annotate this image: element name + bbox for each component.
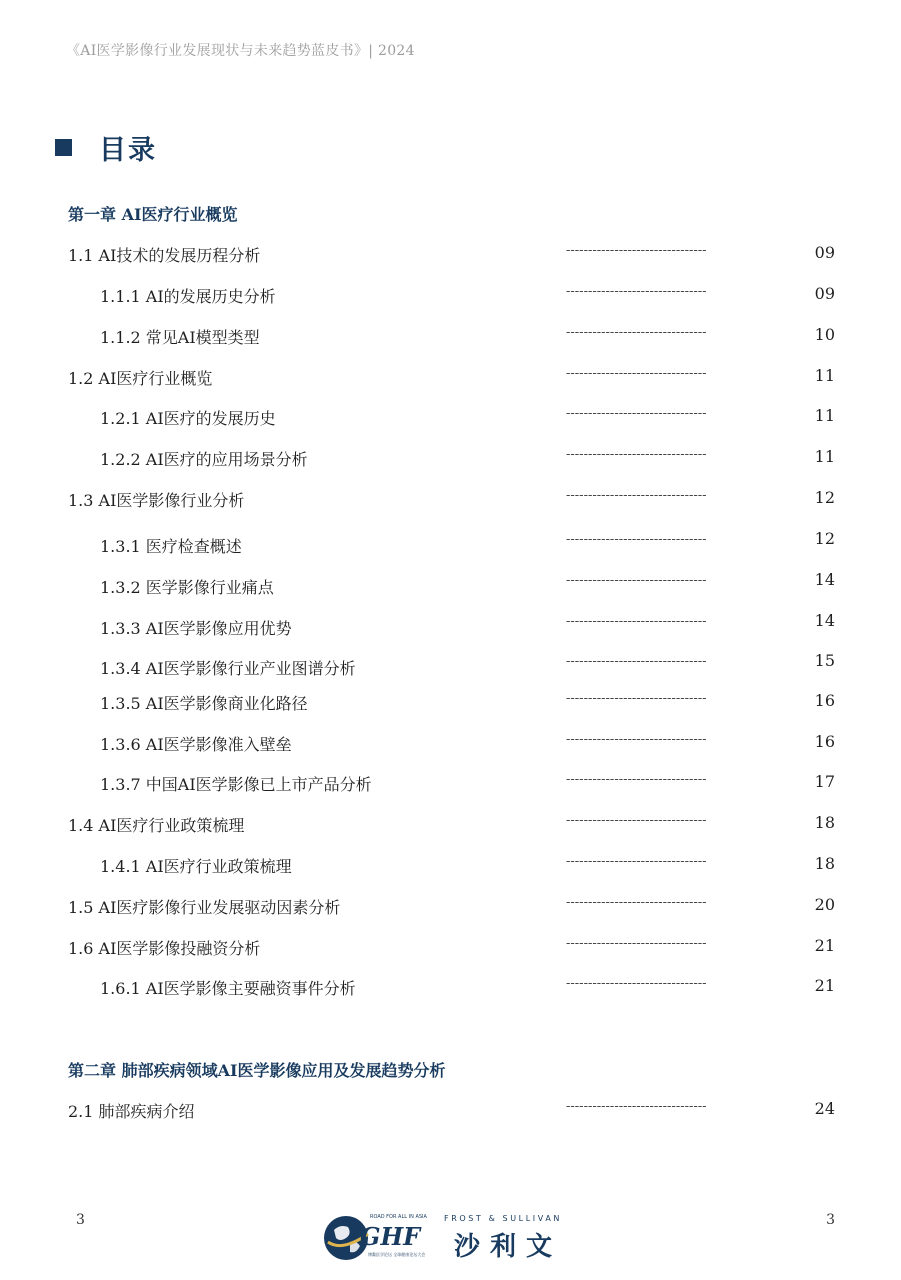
toc-entry[interactable] xyxy=(0,447,901,471)
toc-leader: -------------------------------- xyxy=(566,366,707,381)
fs-cn-text: 沙利文 xyxy=(454,1232,563,1262)
toc-leader: -------------------------------- xyxy=(566,976,707,991)
toc-entry-label: 1.6 AI医学影像投融资分析 xyxy=(68,939,261,958)
frost-sullivan-logo xyxy=(444,1212,592,1264)
toc-entry[interactable] xyxy=(0,936,901,960)
ghf-logo xyxy=(322,1212,432,1264)
toc-entry[interactable] xyxy=(0,406,901,430)
toc-entry-page: 14 xyxy=(814,611,835,630)
toc-leader: -------------------------------- xyxy=(566,1099,707,1114)
running-header: 《AI医学影像行业发展现状与未来趋势蓝皮书》| 2024 xyxy=(66,43,415,59)
toc-entry-page: 11 xyxy=(814,406,835,425)
toc-entry-label: 1.3.1 医疗检查概述 xyxy=(100,537,242,556)
toc-entry-label: 1.1.2 常见AI模型类型 xyxy=(100,328,260,347)
toc-entry[interactable] xyxy=(0,732,901,756)
toc-entry-label: 1.6.1 AI医学影像主要融资事件分析 xyxy=(100,979,356,998)
toc-entry-label: 1.3.5 AI医学影像商业化路径 xyxy=(100,694,308,713)
fs-top-text: FROST & SULLIVAN xyxy=(444,1214,562,1223)
toc-entry-page: 16 xyxy=(814,691,835,710)
toc-leader: -------------------------------- xyxy=(566,447,707,462)
toc-entry-label: 1.3.6 AI医学影像准入壁垒 xyxy=(100,735,292,754)
page-number-right: 3 xyxy=(826,1212,835,1228)
toc-entry[interactable] xyxy=(0,1099,901,1123)
toc-entry[interactable] xyxy=(0,813,901,837)
toc-entry-label: 1.4.1 AI医疗行业政策梳理 xyxy=(100,857,292,876)
toc-entry-label: 1.3.3 AI医学影像应用优势 xyxy=(100,619,292,638)
toc-entry[interactable] xyxy=(0,976,901,1000)
toc-entry[interactable] xyxy=(0,854,901,878)
toc-heading xyxy=(55,128,157,167)
toc-leader: -------------------------------- xyxy=(566,284,707,299)
toc-entry-label: 1.2.2 AI医疗的应用场景分析 xyxy=(100,450,308,469)
heading-square-icon xyxy=(55,139,72,156)
toc-entry[interactable] xyxy=(0,366,901,390)
toc-entry-page: 09 xyxy=(814,243,835,262)
toc-leader: -------------------------------- xyxy=(566,654,707,669)
toc-leader: -------------------------------- xyxy=(566,895,707,910)
toc-entry-page: 14 xyxy=(814,570,835,589)
toc-entry-label: 1.3.4 AI医学影像行业产业图谱分析 xyxy=(100,659,356,678)
toc-entry-page: 12 xyxy=(814,488,835,507)
toc-entry-page: 17 xyxy=(814,772,835,791)
toc-leader: -------------------------------- xyxy=(566,573,707,588)
toc-entry-page: 21 xyxy=(814,936,835,955)
toc-entry-page: 21 xyxy=(814,976,835,995)
toc-entry-label: 2.1 肺部疾病介绍 xyxy=(68,1102,195,1121)
ghf-sub-text: 博鳌医学论坛 全球健康论坛大会 xyxy=(368,1252,426,1257)
toc-leader: -------------------------------- xyxy=(566,854,707,869)
toc-entry[interactable] xyxy=(0,284,901,308)
toc-entry[interactable] xyxy=(0,772,901,796)
toc-title: 目录 xyxy=(99,135,157,166)
ghf-logo-text: GHF xyxy=(360,1222,421,1251)
toc-entry[interactable] xyxy=(0,611,901,638)
toc-leader: -------------------------------- xyxy=(566,406,707,421)
toc-entry[interactable] xyxy=(0,325,901,349)
toc-entry[interactable] xyxy=(0,529,901,556)
toc-entry-page: 18 xyxy=(814,813,835,832)
toc-entry-page: 12 xyxy=(814,529,835,548)
toc-entry-label: 1.4 AI医疗行业政策梳理 xyxy=(68,816,245,835)
toc-leader: -------------------------------- xyxy=(566,532,707,547)
toc-leader: -------------------------------- xyxy=(566,488,707,503)
toc-entry[interactable] xyxy=(0,651,901,678)
toc-entry-page: 11 xyxy=(814,366,835,385)
toc-entry-label: 1.1.1 AI的发展历史分析 xyxy=(100,287,276,306)
toc-leader: -------------------------------- xyxy=(566,813,707,828)
chapter-1-title[interactable]: 第一章 AI医疗行业概览 xyxy=(68,205,238,224)
toc-entry[interactable] xyxy=(0,570,901,597)
toc-entry-page: 10 xyxy=(814,325,835,344)
toc-entry-label: 1.2 AI医疗行业概览 xyxy=(68,369,213,388)
toc-entry-label: 1.5 AI医疗影像行业发展驱动因素分析 xyxy=(68,898,341,917)
chapter-2-title[interactable]: 第二章 肺部疾病领域AI医学影像应用及发展趋势分析 xyxy=(68,1061,446,1080)
ghf-top-text: ROAD FOR ALL IN ASIA xyxy=(370,1214,427,1220)
toc-entry-label: 1.1 AI技术的发展历程分析 xyxy=(68,246,261,265)
toc-entry-page: 09 xyxy=(814,284,835,303)
toc-entry-page: 11 xyxy=(814,447,835,466)
toc-entry[interactable] xyxy=(0,243,901,267)
toc-entry-page: 20 xyxy=(814,895,835,914)
toc-leader: -------------------------------- xyxy=(566,691,707,706)
toc-entry-label: 1.3.7 中国AI医学影像已上市产品分析 xyxy=(100,775,372,794)
toc-entry-page: 24 xyxy=(814,1099,835,1118)
page-number-left: 3 xyxy=(76,1212,85,1228)
toc-leader: -------------------------------- xyxy=(566,936,707,951)
toc-entry-label: 1.3.2 医学影像行业痛点 xyxy=(100,578,274,597)
toc-entry[interactable] xyxy=(0,488,901,512)
toc-entry-page: 15 xyxy=(814,651,835,670)
toc-entry-page: 18 xyxy=(814,854,835,873)
toc-entry-label: 1.2.1 AI医疗的发展历史 xyxy=(100,409,276,428)
toc-leader: -------------------------------- xyxy=(566,243,707,258)
toc-entry[interactable] xyxy=(0,691,901,715)
footer-logos xyxy=(322,1212,592,1264)
toc-entry[interactable] xyxy=(0,895,901,919)
toc-leader: -------------------------------- xyxy=(566,732,707,747)
toc-leader: -------------------------------- xyxy=(566,772,707,787)
toc-leader: -------------------------------- xyxy=(566,325,707,340)
toc-entry-page: 16 xyxy=(814,732,835,751)
toc-leader: -------------------------------- xyxy=(566,614,707,629)
toc-entry-label: 1.3 AI医学影像行业分析 xyxy=(68,491,245,510)
